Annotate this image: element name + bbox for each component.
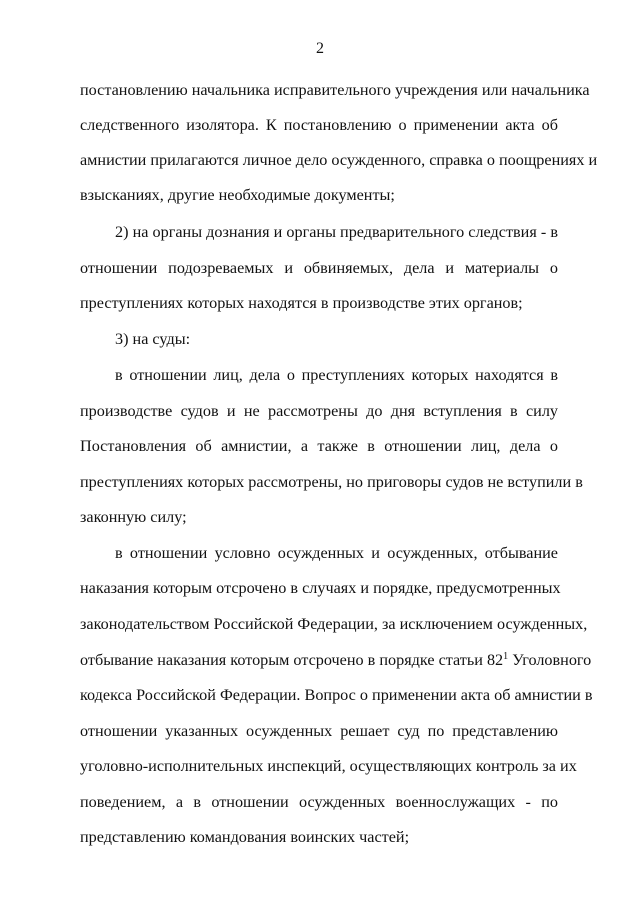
- text-line: поведением, а в отношении осужденных военнослужащих - по: [80, 793, 558, 811]
- text-line: наказания которым отсрочено в случаях и порядке, предусмотренных: [80, 579, 561, 597]
- text-line: преступлениях которых находятся в производстве этих органов;: [80, 294, 523, 312]
- text-line: взысканиях, другие необходимые документы;: [80, 186, 395, 204]
- text-line: преступлениях которых рассмотрены, но приговоры судов не вступили в: [80, 473, 583, 491]
- superscript: 1: [503, 651, 509, 662]
- text-line: амнистии прилагаются личное дело осужденного, справка о поощрениях и: [80, 151, 598, 169]
- text-line: 3) на суды:: [115, 330, 191, 348]
- text-line: законную силу;: [80, 508, 187, 526]
- text-line: законодательством Российской Федерации, за исключением осужденных,: [80, 615, 588, 633]
- text-line: производстве судов и не рассмотрены до дня вступления в силу: [80, 402, 558, 420]
- text-segment: Уголовного: [508, 651, 592, 669]
- text-segment: отбывание наказания которым отсрочено в порядке статьи 82: [80, 651, 504, 669]
- text-line: 2) на органы дознания и органы предварительного следствия - в: [115, 223, 558, 241]
- text-line: отношении указанных осужденных решает суд по представлению: [80, 722, 558, 740]
- text-line: уголовно-исполнительных инспекций, осуществляющих контроль за их: [80, 757, 577, 775]
- text-line: в отношении лиц, дела о преступлениях которых находятся в: [115, 366, 558, 384]
- text-line-with-superscript: [80, 650, 592, 670]
- text-line: отношении подозреваемых и обвиняемых, дела и материалы о: [80, 259, 558, 277]
- text-line: кодекса Российской Федерации. Вопрос о применении акта об амнистии в: [80, 686, 593, 704]
- text-line: в отношении условно осужденных и осужденных, отбывание: [115, 544, 558, 562]
- text-line: постановлению начальника исправительного учреждения или начальника: [80, 81, 590, 99]
- text-line: следственного изолятора. К постановлению о применении акта об: [80, 116, 558, 134]
- text-line: представлению командования воинских частей;: [80, 828, 410, 846]
- text-line: Постановления об амнистии, а также в отношении лиц, дела о: [80, 437, 558, 455]
- page-number: 2: [316, 40, 324, 57]
